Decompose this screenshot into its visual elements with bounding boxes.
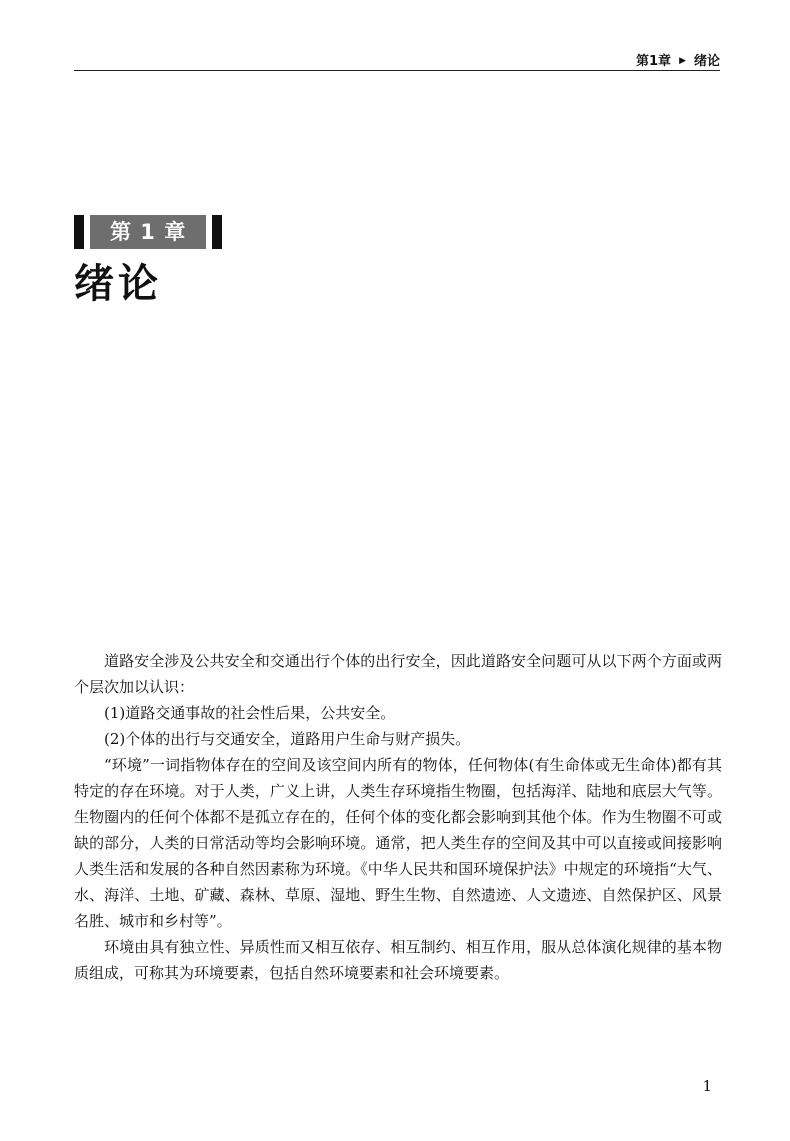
paragraph: (1)道路交通事故的社会性后果，公共安全。	[104, 704, 396, 722]
running-head-title: 绪论	[693, 54, 720, 69]
paragraph: (2)个体的出行与交通安全，道路用户生命与财产损失。	[104, 730, 471, 748]
body-text	[74, 648, 722, 986]
chapter-label-band	[74, 215, 222, 249]
chapter-band-right-bar	[212, 215, 222, 249]
page-number: 1	[702, 1077, 712, 1095]
paragraph: “环境”一词指物体存在的空间及该空间内所有的物体，任何物体(有生命体或无生命体)都有其特定的存在环境。对于人类，广义上讲，人类生存环境指生物圈，包括海洋、陆地和底层大气等。生物圈内的任何个体都不是孤立存在的，任何个体的变化都会影响到其他个体。作为生物圈不可或缺的部分，人类的日常活动等均会影响环境。通常，把人类生存的空间及其中可以直接或间接影响人类生活和发展的各种自然因素称为环境。《中华人民共和国环境保护法》中规定的环境指“大气、水、海洋、土地、矿藏、森林、草原、湿地、野生生物、自然遗迹、人文遗迹、自然保护区、风景名胜、城市和乡村等”。	[74, 756, 722, 930]
chapter-title: 绪论	[74, 261, 162, 307]
chapter-band-left-bar	[74, 215, 84, 249]
running-head	[636, 50, 720, 69]
paragraph: 环境由具有独立性、异质性而又相互依存、相互制约、相互作用，服从总体演化规律的基本物质组成，可称其为环境要素，包括自然环境要素和社会环境要素。	[74, 938, 722, 982]
paragraph: 道路安全涉及公共安全和交通出行个体的出行安全，因此道路安全问题可从以下两个方面或两个层次加以认识：	[74, 652, 722, 696]
chapter-label: 第 1 章	[90, 215, 206, 249]
header-rule	[74, 70, 720, 71]
running-head-chapter: 第1章	[636, 54, 672, 69]
triangle-right-icon: ▶	[679, 55, 686, 66]
